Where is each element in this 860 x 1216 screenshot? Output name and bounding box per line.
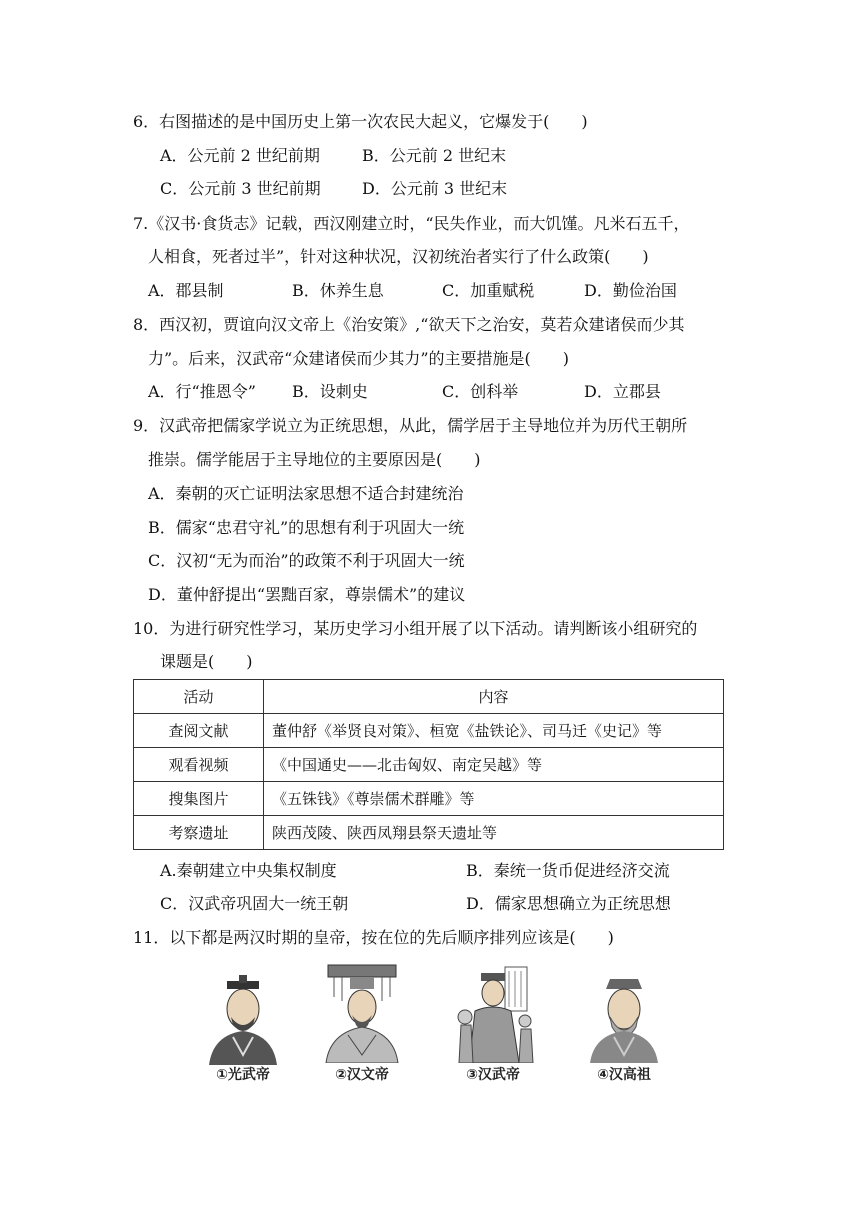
q8-option-c: C．创科举 — [442, 382, 519, 401]
q7-stem-line2: 人相食，死者过半”，针对这种状况，汉初统治者实行了什么政策( ) — [148, 247, 649, 266]
q6-option-d: D．公元前 3 世纪末 — [362, 179, 508, 198]
q7-stem-line1: 7.《汉书·食货志》记载，西汉刚建立时，“民失作业，而大饥馑。凡米石五千， — [133, 214, 690, 233]
table-row — [134, 748, 724, 782]
q6-stem: 6．右图描述的是中国历史上第一次农民大起义，它爆发于( ) — [133, 112, 588, 131]
table-cell-content: 董仲舒《举贤良对策》、桓宽《盐铁论》、司马迁《史记》等 — [264, 714, 724, 748]
portrait-caption: ①光武帝 — [216, 1067, 270, 1083]
q9-option-a: A．秦朝的灭亡证明法家思想不适合封建统治 — [148, 484, 464, 503]
q8-stem-line1: 8．西汉初，贾谊向汉文帝上《治安策》,“欲天下之治安，莫若众建诸侯而少其 — [133, 315, 685, 334]
q9-stem-line2: 推崇。儒学能居于主导地位的主要原因是( ) — [148, 450, 481, 469]
wendi-portrait-image — [322, 963, 402, 1063]
q10-option-d: D．儒家思想确立为正统思想 — [466, 894, 671, 913]
emperor-portraits — [0, 963, 860, 1093]
q7-option-d: D．勤俭治国 — [584, 281, 677, 300]
q8-stem-line2: 力”。后来，汉武帝“众建诸侯而少其力”的主要措施是( ) — [148, 349, 570, 368]
q9-option-c: C．汉初“无为而治”的政策不利于巩固大一统 — [148, 551, 465, 570]
q7-option-b: B．休养生息 — [292, 281, 384, 300]
table-row — [134, 782, 724, 816]
table-cell-content: 《五铢钱》《尊崇儒术群雕》等 — [264, 782, 724, 816]
table-header-activity: 活动 — [134, 680, 264, 714]
q10-stem-line2: 课题是( ) — [160, 652, 253, 671]
q10-option-c: C．汉武帝巩固大一统王朝 — [160, 894, 349, 913]
table-header-row — [134, 680, 724, 714]
q10-option-b: B．秦统一货币促进经济交流 — [466, 861, 670, 880]
q8-option-d: D．立郡县 — [584, 382, 661, 401]
q7-option-c: C．加重赋税 — [442, 281, 535, 300]
portrait-caption: ④汉高祖 — [597, 1067, 651, 1083]
wudi-portrait-image — [455, 965, 535, 1063]
table-row — [134, 816, 724, 850]
activity-table — [133, 679, 724, 850]
q6-option-b: B．公元前 2 世纪末 — [362, 146, 507, 165]
portrait-caption: ③汉武帝 — [466, 1067, 520, 1083]
q6-option-c: C．公元前 3 世纪前期 — [160, 179, 321, 198]
table-cell-content: 陕西茂陵、陕西凤翔县祭天遗址等 — [264, 816, 724, 850]
q10-option-a: A.秦朝建立中央集权制度 — [160, 861, 337, 880]
table-cell-activity: 观看视频 — [134, 748, 264, 782]
table-row — [134, 714, 724, 748]
table-cell-content: 《中国通史——北击匈奴、南定吴越》等 — [264, 748, 724, 782]
q7-option-a: A．郡县制 — [148, 281, 224, 300]
q9-stem-line1: 9．汉武帝把儒家学说立为正统思想，从此，儒学居于主导地位并为历代王朝所 — [133, 416, 688, 435]
guangwudi-portrait-image — [203, 975, 283, 1065]
table-cell-activity: 搜集图片 — [134, 782, 264, 816]
q8-option-b: B．设刺史 — [292, 382, 368, 401]
q9-option-d: D．董仲舒提出“罢黜百家，尊崇儒术”的建议 — [148, 585, 466, 604]
q6-option-a: A．公元前 2 世纪前期 — [160, 146, 320, 165]
portrait-caption: ②汉文帝 — [335, 1067, 389, 1083]
table-cell-activity: 考察遗址 — [134, 816, 264, 850]
table-cell-activity: 查阅文献 — [134, 714, 264, 748]
q8-option-a: A．行“推恩令” — [148, 382, 256, 401]
gaozu-portrait-image — [584, 973, 664, 1063]
q11-stem: 11．以下都是两汉时期的皇帝，按在位的先后顺序排列应该是( ) — [133, 928, 614, 947]
q10-stem-line1: 10．为进行研究性学习，某历史学习小组开展了以下活动。请判断该小组研究的 — [133, 619, 698, 638]
table-header-content: 内容 — [264, 680, 724, 714]
q9-option-b: B．儒家“忠君守礼”的思想有利于巩固大一统 — [148, 518, 465, 537]
